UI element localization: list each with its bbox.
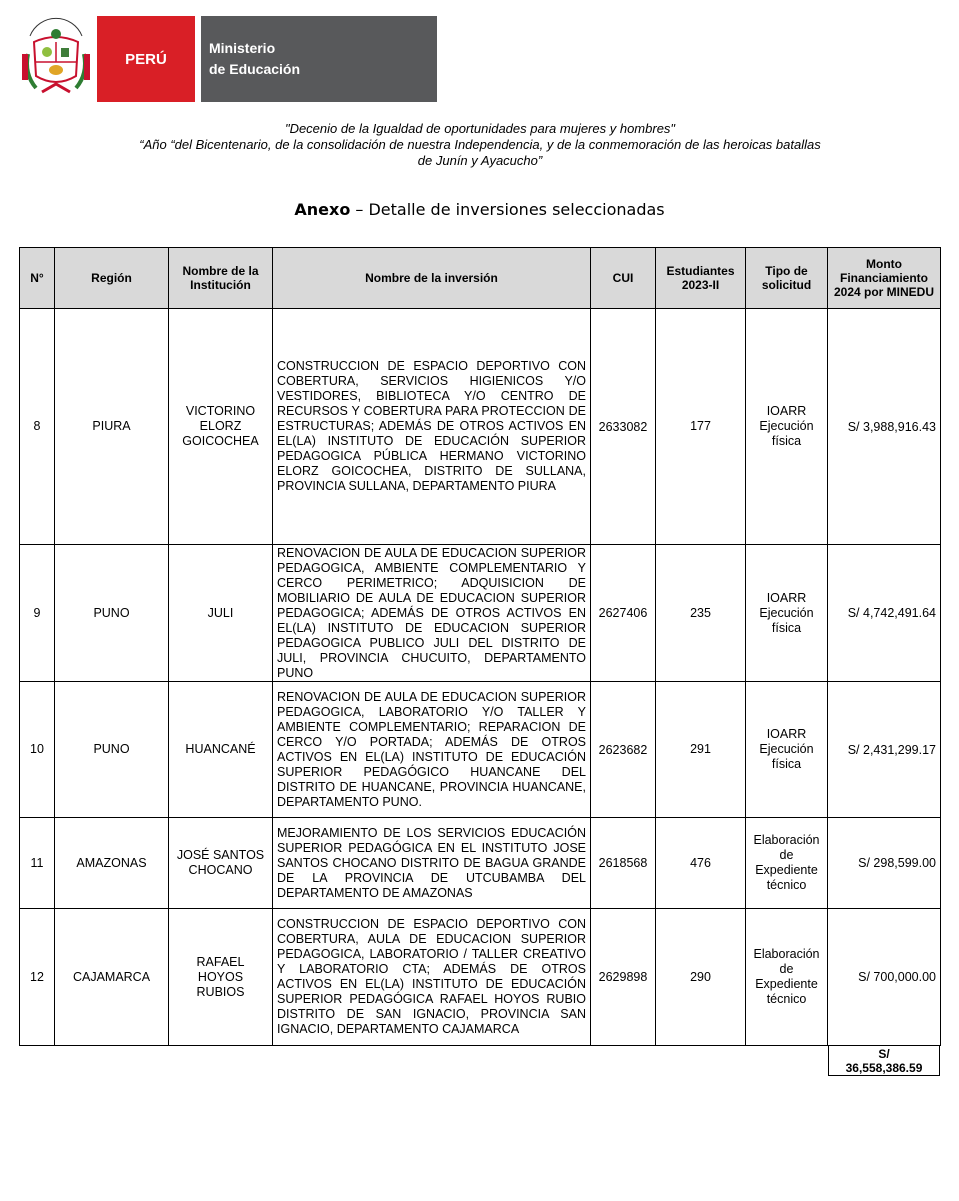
investments-table bbox=[19, 247, 941, 1046]
cell-n: 8 bbox=[20, 309, 55, 545]
cell-n: 9 bbox=[20, 545, 55, 682]
motto-line-3: de Junín y Ayacucho” bbox=[417, 153, 543, 168]
motto-line-2: “Año “del Bicentenario, de la consolidación de nuestra Independencia, y de la conmemoración de las heroicas batallas bbox=[139, 137, 821, 152]
cell-cui: 2623682 bbox=[591, 682, 656, 818]
table-header-row bbox=[20, 248, 941, 309]
cell-amount: S/ 3,988,916.43 bbox=[828, 309, 941, 545]
total-value: 36,558,386.59 bbox=[845, 1060, 923, 1075]
table-row bbox=[20, 909, 941, 1046]
cell-request-type: Elaboración de Expediente técnico bbox=[746, 818, 828, 909]
cell-institution: RAFAEL HOYOS RUBIOS bbox=[169, 909, 273, 1046]
table-row bbox=[20, 545, 941, 682]
cell-investment: MEJORAMIENTO DE LOS SERVICIOS EDUCACIÓN SUPERIOR PEDAGÓGICA EN EL INSTITUTO JOSE SANTOS CHOCANO DISTRITO DE BAGUA GRANDE DE LA PROVINCIA DE UTCUBAMBA DEL DEPARTAMENTO DE AMAZONAS bbox=[273, 818, 591, 909]
cell-institution: VICTORINO ELORZ GOICOCHEA bbox=[169, 309, 273, 545]
title-rest: – Detalle de inversiones seleccionadas bbox=[350, 200, 665, 219]
cell-investment: CONSTRUCCION DE ESPACIO DEPORTIVO CON COBERTURA, SERVICIOS HIGIENICOS Y/O VESTIDORES, BIBLIOTECA Y/O CENTRO DE RECURSOS Y COBERTURA PARA PROTECCION DE ESTRUCTURAS; ADEMÁS DE OTROS ACTIVOS EN EL(LA) INSTITUTO DE EDUCACIÓN SUPERIOR PEDAGOGICA PÚBLICA HERMANO VICTORINO ELORZ GOICOCHEA, DISTRITO DE SULLANA, PROVINCIA SULLANA, DEPARTAMENTO PIURA bbox=[273, 309, 591, 545]
cell-students: 290 bbox=[656, 909, 746, 1046]
header-region: Región bbox=[55, 248, 169, 309]
cell-n: 10 bbox=[20, 682, 55, 818]
header-n: N° bbox=[20, 248, 55, 309]
cell-region: CAJAMARCA bbox=[55, 909, 169, 1046]
cell-amount: S/ 700,000.00 bbox=[828, 909, 941, 1046]
total-prefix: S/ bbox=[878, 1046, 890, 1061]
cell-students: 291 bbox=[656, 682, 746, 818]
table-row bbox=[20, 818, 941, 909]
cell-region: PUNO bbox=[55, 545, 169, 682]
cell-request-type: IOARR Ejecución física bbox=[746, 682, 828, 818]
brand-country: PERÚ bbox=[125, 50, 167, 68]
cell-institution: JULI bbox=[169, 545, 273, 682]
table-row bbox=[20, 309, 941, 545]
cell-region: PIURA bbox=[55, 309, 169, 545]
cell-request-type: IOARR Ejecución física bbox=[746, 545, 828, 682]
cell-amount: S/ 2,431,299.17 bbox=[828, 682, 941, 818]
cell-region: PUNO bbox=[55, 682, 169, 818]
title-bold: Anexo bbox=[294, 200, 351, 219]
peru-coat-of-arms-icon bbox=[20, 14, 92, 100]
cell-students: 177 bbox=[656, 309, 746, 545]
ministry-line-1: Ministerio bbox=[209, 40, 276, 56]
cell-amount: S/ 4,742,491.64 bbox=[828, 545, 941, 682]
motto-line-1: "Decenio de la Igualdad de oportunidades para mujeres y hombres" bbox=[284, 121, 676, 136]
cell-n: 12 bbox=[20, 909, 55, 1046]
cell-investment: CONSTRUCCION DE ESPACIO DEPORTIVO CON COBERTURA, AULA DE EDUCACION SUPERIOR PEDAGOGICA, LABORATORIO / TALLER CREATIVO Y LABORATORIO CTA; ADEMÁS DE OTROS ACTIVOS EN EL(LA) INSTITUTO DE EDUCACIÓN SUPERIOR PEDAGÓGICA RAFAEL HOYOS RUBIO DISTRITO DE SAN IGNACIO, PROVINCIA SAN IGNACIO, DEPARTAMENTO CAJAMARCA bbox=[273, 909, 591, 1046]
cell-request-type: Elaboración de Expediente técnico bbox=[746, 909, 828, 1046]
cell-cui: 2633082 bbox=[591, 309, 656, 545]
header-cui: CUI bbox=[591, 248, 656, 309]
cell-investment: RENOVACION DE AULA DE EDUCACION SUPERIOR PEDAGOGICA, LABORATORIO Y/O TALLER Y AMBIENTE COMPLEMENTARIO; REPARACION DE CERCO Y/O PORTADA; ADEMÁS DE OTROS ACTIVOS EN EL(LA) INSTITUTO DE EDUCACIÓN SUPERIOR PEDAGÓGICO HUANCANE DEL DISTRITO DE HUANCANE, PROVINCIA HUANCANE, DEPARTAMENTO PUNO. bbox=[273, 682, 591, 818]
header-students: Estudiantes 2023-II bbox=[656, 248, 746, 309]
table-row bbox=[20, 682, 941, 818]
brand-country-block bbox=[97, 16, 195, 102]
ministry-block bbox=[201, 16, 437, 102]
cell-institution: HUANCANÉ bbox=[169, 682, 273, 818]
cell-investment: RENOVACION DE AULA DE EDUCACION SUPERIOR PEDAGOGICA, AMBIENTE COMPLEMENTARIO Y CERCO PERIMETRICO; ADQUISICION DE MOBILIARIO DE AULA DE EDUCACION SUPERIOR PEDAGOGICA; ADEMÁS DE OTROS ACTIVOS EN EL(LA) INSTITUTO DE EDUCACION SUPERIOR PEDAGOGICA PUBLICO JULI DEL DISTRITO DE JULI, PROVINCIA CHUCUITO, DEPARTAMENTO PUNO bbox=[273, 545, 591, 682]
cell-amount: S/ 298,599.00 bbox=[828, 818, 941, 909]
cell-cui: 2629898 bbox=[591, 909, 656, 1046]
header-amount: Monto Financiamiento 2024 por MINEDU bbox=[828, 248, 941, 309]
cell-cui: 2627406 bbox=[591, 545, 656, 682]
official-mottos bbox=[60, 121, 900, 169]
header-institution: Nombre de la Institución bbox=[169, 248, 273, 309]
cell-cui: 2618568 bbox=[591, 818, 656, 909]
cell-region: AMAZONAS bbox=[55, 818, 169, 909]
page-title bbox=[0, 200, 959, 219]
cell-n: 11 bbox=[20, 818, 55, 909]
cell-students: 235 bbox=[656, 545, 746, 682]
header-request-type: Tipo de solicitud bbox=[746, 248, 828, 309]
ministry-line-2: de Educación bbox=[209, 61, 301, 77]
cell-request-type: IOARR Ejecución física bbox=[746, 309, 828, 545]
cell-institution: JOSÉ SANTOS CHOCANO bbox=[169, 818, 273, 909]
total-amount bbox=[828, 1045, 940, 1076]
header-investment: Nombre de la inversión bbox=[273, 248, 591, 309]
cell-students: 476 bbox=[656, 818, 746, 909]
